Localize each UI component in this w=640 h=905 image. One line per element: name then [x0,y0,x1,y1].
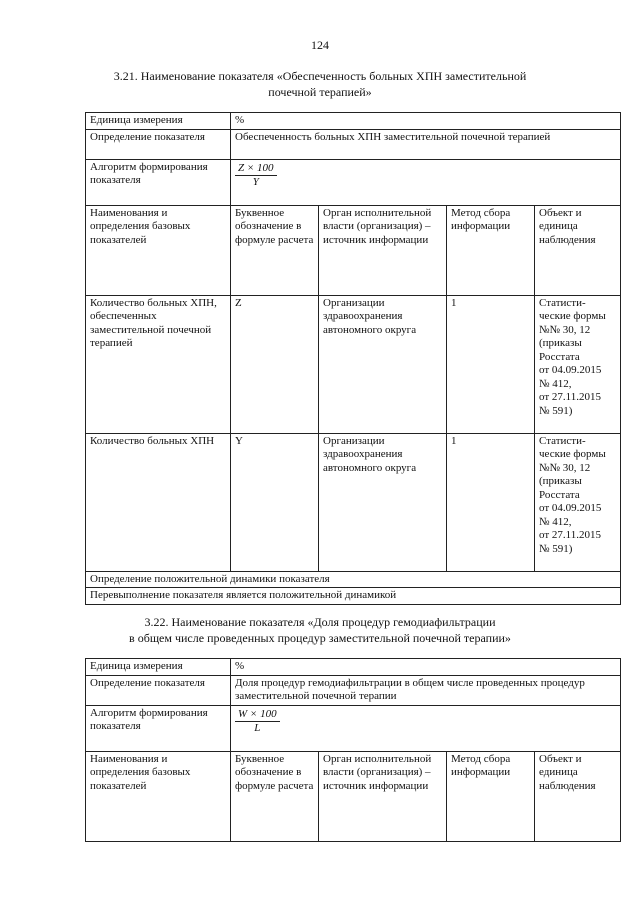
header-letter: Буквенное обозначение в формуле расчета [231,205,319,295]
definition-value: Обеспеченность больных ХПН заместительной почечной терапией [231,129,621,159]
section-3-21-heading [60,68,580,100]
header-organ: Орган исполнительной власти (организация) – источник информации [319,205,447,295]
section-3-22-title-line1: 3.22. Наименование показателя «Доля процедур гемодиафильтрации [144,615,496,629]
unit-label: Единица измерения [86,659,231,676]
section-3-21-title-line2: почечной терапией» [268,85,372,99]
section-3-22-heading [60,614,580,646]
row-object: Статисти- ческие формы №№ 30, 12 (приказы Росстата от 04.09.2015 № 412, от 27.11.2015 № 591) [535,433,621,571]
row-object: Статисти- ческие формы №№ 30, 12 (приказы Росстата от 04.09.2015 № 412, от 27.11.2015 № 591) [535,295,621,433]
table-row [86,295,621,433]
unit-value: % [231,659,621,676]
row-letter: Z [231,295,319,433]
unit-label: Единица измерения [86,113,231,130]
formula-numerator: W × 100 [235,708,280,722]
algorithm-label: Алгоритм формирования показателя [86,705,231,751]
formula-denominator: L [254,721,261,734]
table-row [86,433,621,571]
indicator-table-3-22 [85,658,621,842]
row-organ: Организации здравоохранения автономного округа [319,295,447,433]
header-organ: Орган исполнительной власти (организация) – источник информации [319,751,447,841]
row-method: 1 [447,295,535,433]
indicator-table-3-21 [85,112,621,605]
section-3-21-title-line1: 3.21. Наименование показателя «Обеспеченность больных ХПН заместительной [113,69,527,83]
formula-denominator: Y [252,175,259,188]
header-name: Наименования и определения базовых показателей [86,751,231,841]
formula-fraction [235,708,280,735]
algorithm-label: Алгоритм формирования показателя [86,159,231,205]
header-method: Метод сбора информации [447,751,535,841]
header-letter: Буквенное обозначение в формуле расчета [231,751,319,841]
section-3-22-title-line2: в общем числе проведенных процедур заместительной почечной терапии» [129,631,511,645]
header-object: Объект и единица наблюдения [535,751,621,841]
page-number: 124 [311,38,329,52]
definition-value: Доля процедур гемодиафильтрации в общем числе проведенных процедур заместительной почечной терапии [231,675,621,705]
dynamics-value: Перевыполнение показателя является положительной динамикой [86,588,621,605]
algorithm-formula [231,705,621,751]
header-method: Метод сбора информации [447,205,535,295]
row-organ: Организации здравоохранения автономного округа [319,433,447,571]
row-letter: Y [231,433,319,571]
header-name: Наименования и определения базовых показателей [86,205,231,295]
formula-fraction [235,162,277,189]
definition-label: Определение показателя [86,129,231,159]
algorithm-formula [231,159,621,205]
row-name: Количество больных ХПН [86,433,231,571]
row-name: Количество больных ХПН, обеспеченных заместительной почечной терапией [86,295,231,433]
header-object: Объект и единица наблюдения [535,205,621,295]
row-method: 1 [447,433,535,571]
dynamics-label: Определение положительной динамики показателя [86,571,621,588]
definition-label: Определение показателя [86,675,231,705]
unit-value: % [231,113,621,130]
formula-numerator: Z × 100 [235,162,277,176]
